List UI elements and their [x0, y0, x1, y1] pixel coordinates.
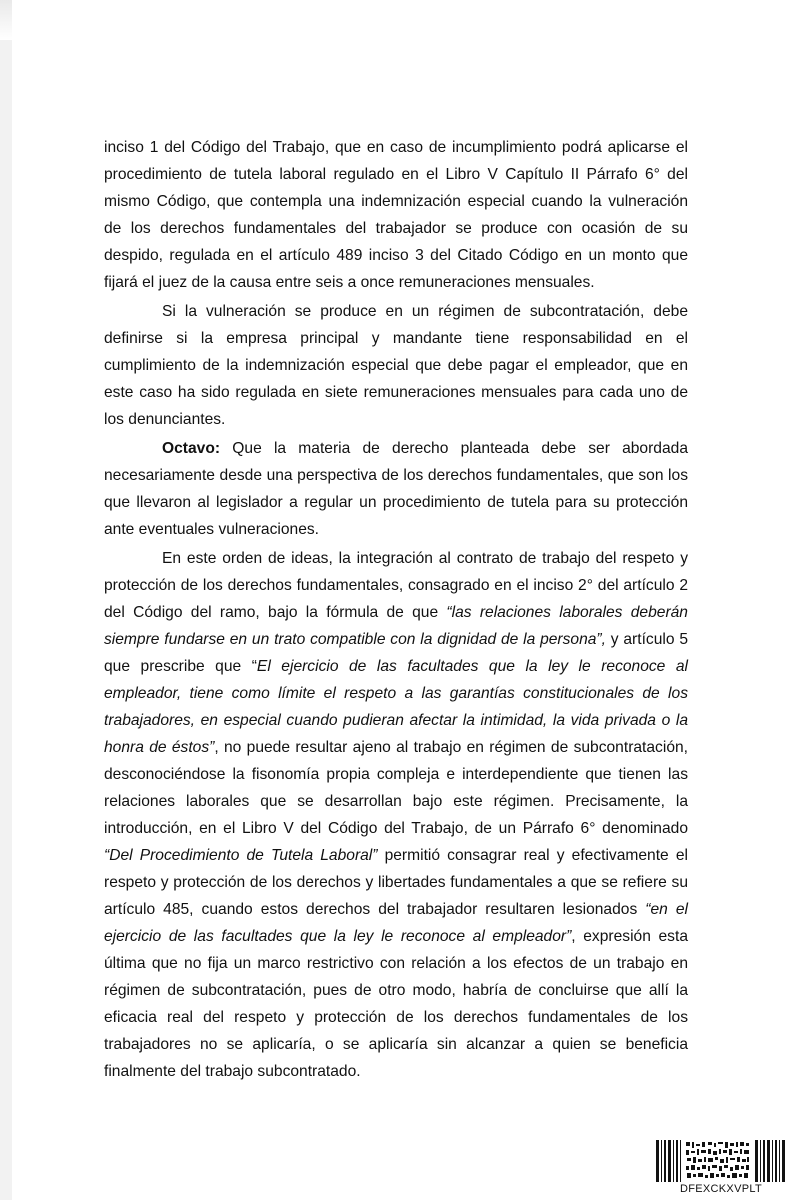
p4-quote-1: “las relaciones laborales deberán siempre fundarse en un trato compatible con la dignidad de la persona”, — [104, 604, 688, 648]
p4-quote-4: “en el ejercicio de las facultades que la ley le reconoce al empleador” — [104, 901, 688, 945]
paragraph-octavo — [104, 435, 688, 543]
p4-text-a: En este orden de ideas, la integración al contrato de trabajo del respeto y protección de los derechos fundamentales, consagrado en el inciso 2° del artículo 2 del Código del ramo, bajo la fórmula de que — [104, 550, 688, 621]
verification-barcode — [656, 1140, 786, 1196]
document-body — [104, 134, 688, 1087]
p4-text-e: , expresión esta última que no fija un marco restrictivo con relación a los efectos de un trabajo en régimen de subcontratación, pues de otro modo, habría de concluirse que allí la eficacia real del respeto y protección de los derechos fundamentales de los trabajadores no se aplicaría, o se aplicaría sin alcanzar a quien se beneficia finalmente del trabajo subcontratado. — [104, 928, 688, 1080]
barcode-code: DFEXCKXVPLT — [680, 1183, 762, 1195]
p4-quote-2: El ejercicio de las facultades que la ley le reconoce al empleador, tiene como límite el respeto a las garantías constitucionales de los trabajadores, en especial cuando pudieran afectar la intimidad, la vida privada o la honra de éstos” — [104, 658, 689, 756]
paragraph-4 — [104, 545, 688, 1085]
p4-text-d: permitió consagrar real y efectivamente el respeto y protección de los derechos y libertades fundamentales a que se refiere su artículo 485, cuando estos derechos del trabajador resultaren lesionados — [104, 847, 688, 918]
p4-text-c: , no puede resultar ajeno al trabajo en régimen de subcontratación, desconociéndose la fisonomía propia compleja e interdependiente que tienen las relaciones laborales que se desarrollan bajo este régimen. Precisamente, la introducción, en el Libro V del Código del Trabajo, de un Párrafo 6° denominado — [104, 739, 688, 837]
p4-text-b: y artículo 5 que prescribe que “ — [104, 631, 688, 675]
p4-quote-3: “Del Procedimiento de Tutela Laboral” — [104, 847, 378, 864]
octavo-label: Octavo: — [162, 440, 221, 457]
barcode-graphic — [656, 1140, 786, 1182]
paragraph-1: inciso 1 del Código del Trabajo, que en caso de incumplimiento podrá aplicarse el procedimiento de tutela laboral regulado en el Libro V Capítulo II Párrafo 6° del mismo Código, que contempla una indemnización especial cuando la vulneración de los derechos fundamentales del trabajador se produce con ocasión de su despido, regulada en el artículo 489 inciso 3 del Citado Código en un monto que fijará el juez de la causa entre seis a once remuneraciones mensuales. — [104, 139, 688, 291]
octavo-text: Que la materia de derecho planteada debe ser abordada necesariamente desde una perspectiva de los derechos fundamentales, que son los que llevaron al legislador a regular un procedimiento de tutela para su protección ante eventuales vulneraciones. — [104, 440, 688, 538]
paragraph-2: Si la vulneración se produce en un régimen de subcontratación, debe definirse si la empresa principal y mandante tiene responsabilidad en el cumplimiento de la indemnización especial que debe pagar el empleador, que en este caso ha sido regulada en siete remuneraciones mensuales para cada uno de los denunciantes. — [104, 303, 688, 428]
